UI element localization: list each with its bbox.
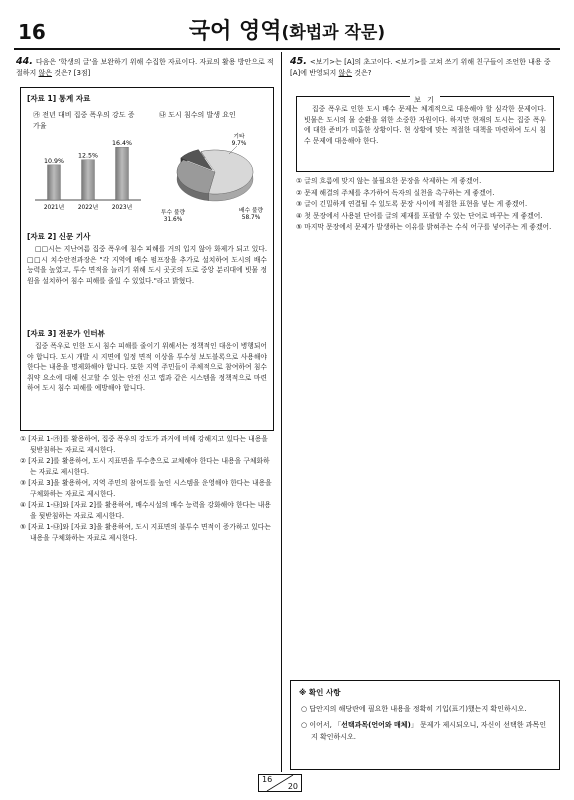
bar-chart [33,134,143,216]
q45-prompt: 45. <보기>는 [A]의 초고이다. <보기>를 고쳐 쓰기 위해 친구들이 조언한 내용 중 [A]에 반영되지 않은 것은? [290,56,551,77]
q44-number: 44. [16,56,33,67]
checklist-item-1: ○ 답안지의 해당란에 필요한 내용을 정확히 기입(표기)했는지 확인하시오. [301,705,527,713]
mat3-heading: [자료 3] 전문가 인터뷰 [27,329,105,338]
mat3-body: 집중 폭우로 인한 도시 침수 피해를 줄이기 위해서는 정책적인 대응이 병행되어야 합니다. 도시 개발 시 지면에 일정 면적 이상을 투수성 보도블록으로 사용해야 한다는 내용을 명제화해야 합니다. 또한 지역 주민들이 주체적으로 참여하여 침수 취약 요소에 대해 신고할 수 있는 안전 신고 앱과 같은 시스템을 정책적으로 마련하여 도시 침수 피해를 예방해야 합니다. [27,342,267,392]
q44-choices [20,434,274,544]
checklist-item-2: ○ 이어서, 「선택과목(언어와 매체)」 문제가 제시되오니, 자신이 선택한 과목인지 확인하시오. [301,721,547,741]
pie-value-label-2: 9.7% [231,141,247,147]
q44-choice-4[interactable]: ④ [자료 1-㉯]와 [자료 2]를 활용하여, 배수시설의 배수 능력을 강화해야 한다는 내용을 뒷받침하는 자료로 제시한다. [20,501,271,520]
bar-0 [48,165,61,200]
q45-choice-3[interactable]: ③ 글이 긴밀하게 연결될 수 있도록 문장 사이에 적절한 표현을 넣는 게 좋겠어. [296,200,528,208]
q45-choice-5[interactable]: ⑤ 마지막 문장에서 문제가 발생하는 이유를 밝혀주는 수식 어구를 넣어주는 게 좋겠어. [296,223,552,231]
q45-choice-2[interactable]: ② 문제 해결의 주체를 추가하여 독자의 실천을 촉구하는 게 좋겠어. [296,188,495,197]
pie-label-1: 투수 불량 [160,210,186,216]
bar-value-label-1: 12.5% [77,152,99,160]
checklist-box [290,680,560,770]
mat2-heading: [자료 2] 신문 기사 [27,232,91,241]
pie-value-label-0: 58.7% [241,215,261,221]
title-sub: (화법과 작문) [281,23,386,43]
q45-choices [296,176,554,234]
bar-category-label-2: 2023년 [111,205,133,211]
pie-chart [159,132,273,222]
q44-choice-1[interactable]: ① [자료 1-㉮]를 활용하여, 집중 폭우의 강도가 과거에 비해 강해지고 있다는 내용을 뒷받침하는 자료로 제시한다. [20,435,268,454]
elective-subject: 선택과목(언어와 매체) [341,721,411,729]
header-rule [14,48,560,50]
q45-bogi-box [296,96,554,172]
mat2-body: □□시는 지난여름 집중 폭우에 침수 피해를 거의 입지 않아 화제가 되고 있다. □□시 치수안전과장은 "각 지역에 배수 펌프장을 추가로 설치하여 도시의 배수 능력을 높였고, 투수 면적을 늘리기 위해 도시 곳곳의 도로 중앙 분리대에 빗물 정원을 설치하여 침수 피해를 줄일 수 있었다."라고 밝혔다. [27,245,267,285]
pie-value-label-1: 31.6% [163,217,183,222]
page-number: 16 [18,20,46,44]
q45-choice-1[interactable]: ① 글의 흐름에 맞지 않는 불필요한 문장을 삭제하는 게 좋겠어. [296,177,482,185]
bar-2 [116,147,129,200]
page-title [0,14,574,45]
chart-b-title: ㉯ 도시 침수의 발생 요인 [159,111,236,119]
column-divider [281,52,282,772]
bar-value-label-0: 10.9% [43,157,65,165]
bogi-label: 보 기 [410,96,440,104]
q44-choice-3[interactable]: ③ [자료 3]을 활용하여, 지역 주민의 참여도를 높인 시스템을 운영해야 한다는 내용을 구체화하는 자료로 제시한다. [20,479,272,498]
footer-total-pages: 20 [287,782,298,791]
footer-current-page: 16 [262,775,273,784]
bar-1 [82,160,95,200]
page-indicator [258,774,302,792]
pie-label-0: 배수 불량 [238,208,264,214]
chart-a-title: ㉮ 전년 대비 집중 폭우의 강도 증가율 [33,111,135,130]
bogi-text: 집중 폭우로 인한 도시 배수 문제는 체계적으로 대응해야 할 심각한 문제이다. 빗물은 도시의 물 순환을 위한 소중한 자원이다. 하지만 현재의 도시는 집중 폭우에 대한 준비가 미흡한 상황이다. 현 상황에 맞는 적절한 대책을 마련하여 도시 침수 문제에 대응해야 한다. [304,105,546,145]
q45-number: 45. [290,56,307,67]
q44-choice-2[interactable]: ② [자료 2]를 활용하여, 도시 지표면을 투수층으로 교체해야 한다는 내용을 구체화하는 자료로 제시한다. [20,457,270,476]
q44-choice-5[interactable]: ⑤ [자료 1-㉯]와 [자료 3]을 활용하여, 도시 지표면의 불투수 면적이 증가하고 있다는 내용을 구체화하는 자료로 제시한다. [20,523,271,542]
q44-prompt: 44. 다음은 '학생의 글'을 보완하기 위해 수집한 자료이다. 자료의 활용 방안으로 적절하지 않은 것은? [3점] [16,56,274,77]
pie-label-2: 기타 [233,134,245,140]
q45-choice-4[interactable]: ④ 첫 문장에서 사용된 단어를 글의 제재를 포괄할 수 있는 단어로 바꾸는 게 좋겠어. [296,211,543,220]
bar-value-label-2: 16.4% [111,140,133,148]
q44-materials-box [20,87,274,431]
bar-category-label-1: 2022년 [77,205,99,211]
bar-category-label-0: 2021년 [43,205,65,211]
mat1-heading: [자료 1] 통계 자료 [27,94,91,103]
title-main: 국어 영역 [188,19,282,44]
checklist-title: ※ 확인 사항 [299,688,341,697]
